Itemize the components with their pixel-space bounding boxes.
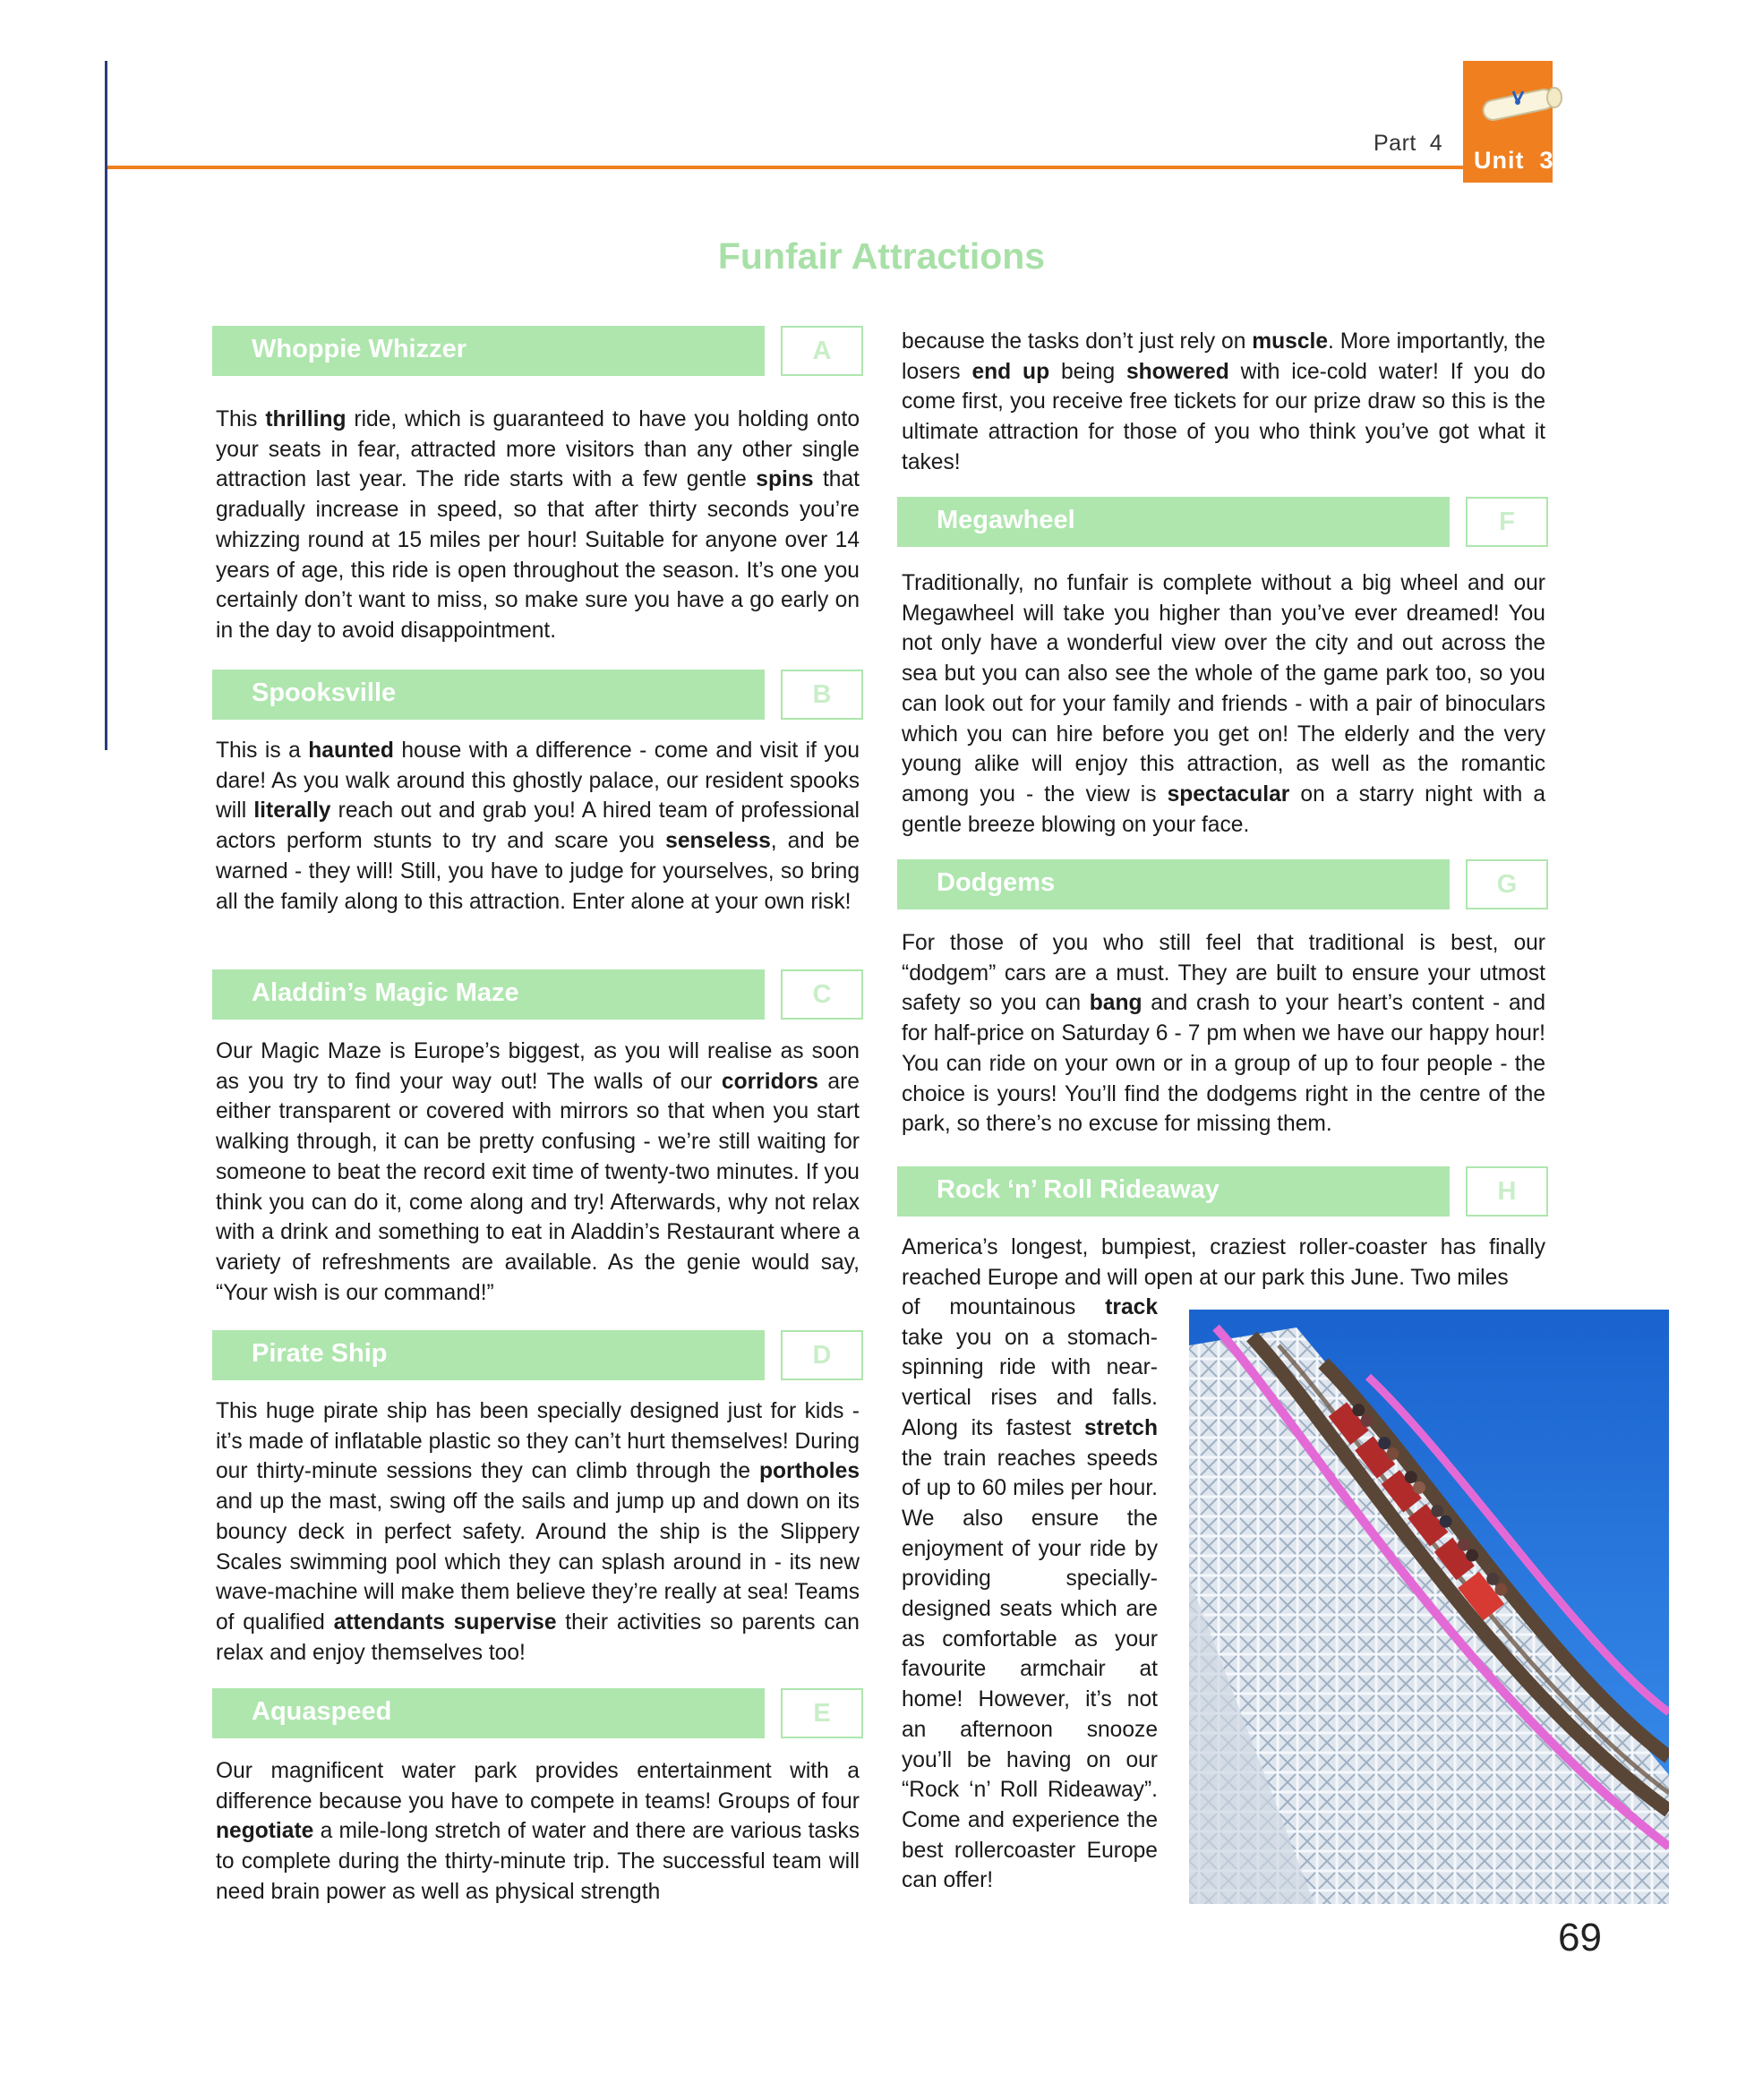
section-title: Aquaspeed (252, 1697, 392, 1726)
section-text-rock-n-roll-rideaway: America’s longest, bumpiest, craziest roller-coaster has finally reached Europe and will open at our park this June. Two miles (902, 1235, 1545, 1290)
section-title: Whoppie Whizzer (252, 335, 467, 363)
unit-label: Unit 3 (1474, 147, 1554, 174)
section-header-spooksville (212, 670, 863, 720)
section-title: Aladdin’s Magic Maze (252, 978, 519, 1007)
section-header-whoppie-whizzer (212, 326, 863, 376)
section-title: Spooksville (252, 679, 397, 707)
section-text-aquaspeed: Our magnificent water park provides entertainment with a difference because you have to compete in teams! Groups of four negotiate a mile-long stretch of water and there are various tasks to complete during the thirty-minute trip. The successful team will need brain power as well as physical strength (216, 1759, 860, 1904)
section-text-whoppie-whizzer: This thrilling ride, which is guaranteed to have you holding onto your seats in fear, attracted more visitors than any other single attraction last year. The ride starts with a few gentle spins that gradually increase in speed, so that after thirty seconds you’re whizzing round at 15 miles per hour! Suitable for anyone over 14 years of age, this ride is open throughout the season. It’s one you certainly don’t want to miss, so make sure you have a go early on in the day to avoid disappointment. (216, 407, 860, 643)
section-title: Rock ‘n’ Roll Rideaway (937, 1175, 1220, 1204)
section-header-pirate-ship (212, 1330, 863, 1380)
section-header-aladdins-magic-maze (212, 969, 863, 1020)
section-header-dodgems (897, 859, 1548, 909)
roller-coaster-photo (1189, 1310, 1669, 1904)
section-title: Megawheel (937, 506, 1075, 534)
page-number: 69 (1558, 1916, 1602, 1959)
section-header-rock-n-roll-rideaway (897, 1166, 1548, 1216)
part-label: Part 4 (1374, 131, 1443, 156)
header-rule (107, 166, 1551, 169)
scroll-icon (1477, 86, 1567, 125)
page-title: Funfair Attractions (717, 235, 1046, 277)
section-title: Dodgems (937, 868, 1056, 897)
section-letter: C (812, 980, 832, 1009)
section-text-aladdins-magic-maze: Our Magic Maze is Europe’s biggest, as you will realise as soon as you try to find your way out! The walls of our corridors are either transparent or covered with mirrors so that when you start walking through, it can be pretty confusing - we’re still waiting for someone to beat the record exit time of twenty-two minutes. If you think you can do it, come along and try! Afterwards, why not relax with a drink and something to eat in Aladdin’s Restaurant where a variety of refreshments are available. As the genie would say, “Your wish is our command!” (216, 1039, 860, 1305)
left-margin-rule (105, 61, 107, 750)
section-text-spooksville: This is a haunted house with a difference - come and visit if you dare! As you walk around this ghostly palace, our resident spooks will literally reach out and grab you! A hired team of professional actors perform stunts to try and scare you senseless, and be warned - they will! Still, you have to judge for yourselves, so bring all the family along to this attraction. Enter alone at your own risk! (216, 738, 860, 914)
section-header-megawheel (897, 497, 1548, 547)
section-letter: E (813, 1699, 831, 1728)
section-text-dodgems: For those of you who still feel that traditional is best, our “dodgem” cars are a must. They are built to ensure your utmost safety so you can bang and crash to your heart’s content - and for half-price on Saturday 6 - 7 pm when we have our happy hour! You can ride on your own or in a group of up to four people - the choice is yours! You’ll find the dodgems right in the centre of the park, so there’s no excuse for missing them. (902, 931, 1545, 1137)
unit-badge (1463, 61, 1553, 183)
section-letter: H (1497, 1177, 1517, 1206)
section-text-pirate-ship: This huge pirate ship has been specially designed just for kids - it’s made of inflatable plastic so they can’t hurt themselves! During our thirty-minute sessions they can climb through the portholes and up the mast, swing off the sails and jump up and down on its bouncy deck in perfect safety. Around the ship is the Slippery Scales swimming pool which they can splash around in - its new wave-machine will make them believe they’re really at sea! Teams of qualified attendants supervise their activities so parents can relax and enjoy themselves too! (216, 1399, 860, 1665)
section-letter: B (812, 680, 832, 709)
section-header-aquaspeed (212, 1688, 863, 1738)
section-letter: F (1499, 508, 1515, 536)
section-title: Pirate Ship (252, 1339, 388, 1368)
section-letter: D (812, 1341, 832, 1370)
section-text-megawheel: Traditionally, no funfair is complete without a big wheel and our Megawheel will take you higher than you’ve ever dreamed! You not only have a wonderful view over the city and out across the sea but you can also see the whole of the game park too, so you can look out for your family and friends - with a pair of binoculars which you can hire before you get on! The elderly and the very young alike will enjoy this attraction, as well as the romantic among you - the view is spectacular on a starry night with a gentle breeze blowing on your face. (902, 571, 1546, 837)
section-text-rock-n-roll-rideaway-continued: of mountainous track take you on a stomach-spinning ride with near-vertical rises and falls. Along its fastest stretch the train reaches speeds of up to 60 miles per hour. We also ensure the enjoyment of your ride by providing specially-designed seats which are as comfortable as your favourite armchair at home! However, it’s not an afternoon snooze you’ll be having on our “Rock ‘n’ Roll Rideaway”. Come and experience the best rollercoaster Europe can offer! (902, 1295, 1158, 1893)
section-letter: G (1496, 870, 1518, 899)
section-letter: A (812, 337, 832, 365)
section-text-aquaspeed-continued: because the tasks don’t just rely on muscle. More importantly, the losers end up being showered with ice-cold water! If you do come first, you receive free tickets for our prize draw so this is the ultimate attraction for those of you who think you’ve got what it takes! (902, 329, 1546, 474)
